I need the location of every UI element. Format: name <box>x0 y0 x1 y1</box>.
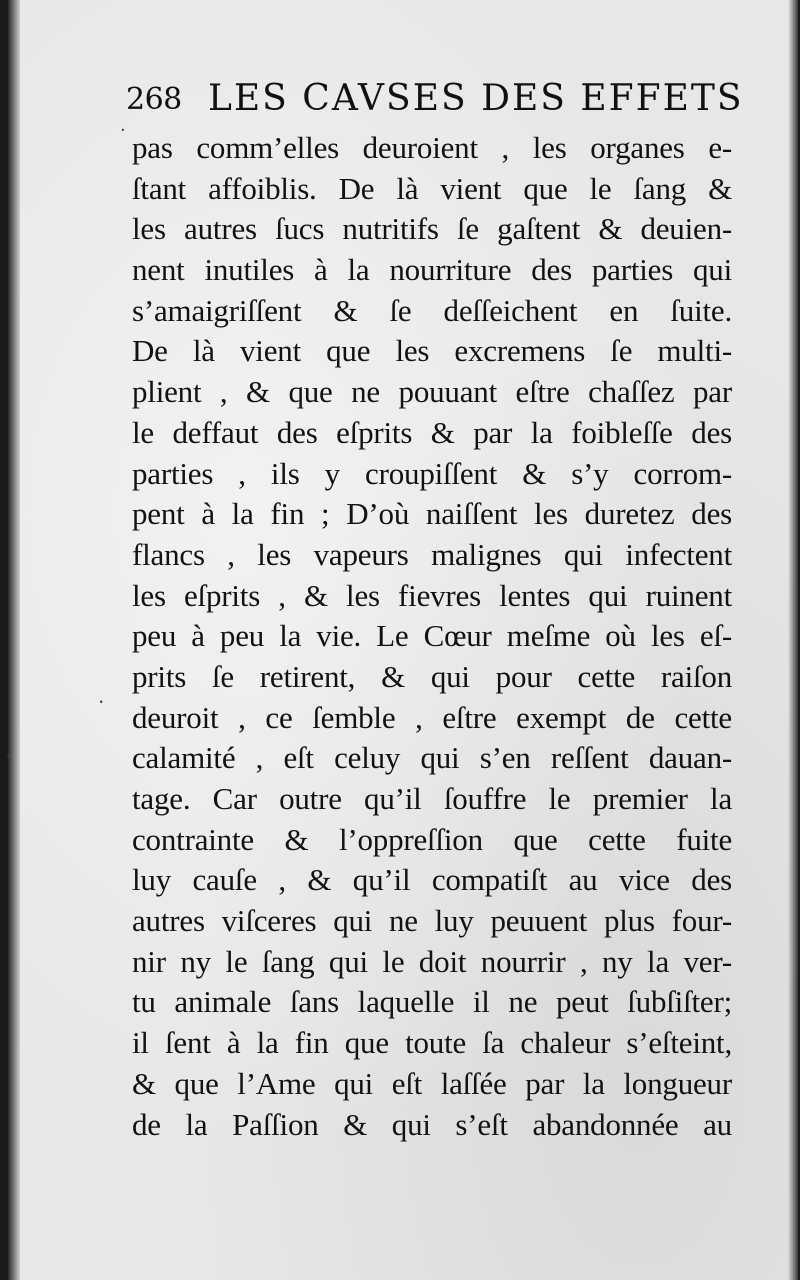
book-page <box>8 0 798 1280</box>
ink-speck: · <box>98 690 105 714</box>
text-line: De là vient que les excremens ſe multi- <box>132 333 732 369</box>
text-line: prits ſe retirent, & qui pour cette raiſon <box>132 658 732 694</box>
body-text <box>132 128 732 1145</box>
ink-speck: ‹ <box>6 745 13 764</box>
text-line: ſtant affoiblis. De là vient que le ſang & <box>132 170 732 206</box>
text-line: luy cauſe , & qu’il compatiſt au vice des <box>132 862 732 898</box>
text-line: plient , & que ne pouuant eſtre chaſſez par <box>132 374 732 410</box>
text-line: les eſprits , & les fievres lentes qui ruinent <box>132 577 732 613</box>
text-line: les autres ſucs nutritifs ſe gaſtent & deuien- <box>132 211 732 247</box>
text-line: s’amaigriſſent & ſe deſſeichent en ſuite. <box>132 292 732 328</box>
text-line: tage. Car outre qu’il ſouffre le premier la <box>132 781 732 816</box>
gutter-shadow <box>8 0 20 1280</box>
text-line: il ſent à la fin que toute ſa chaleur s’eſteint, <box>132 1025 732 1061</box>
text-line: & que l’Ame qui eſt laſſée par la longueur <box>132 1065 732 1101</box>
text-line: peu à peu la vie. Le Cœur meſme où les eſ- <box>132 618 732 654</box>
text-line: nent inutiles à la nourriture des parties qui <box>132 252 732 288</box>
text-line: nir ny le ſang qui le doit nourrir , ny la ver- <box>132 943 732 979</box>
text-line: contrainte & l’oppreſſion que cette fuite <box>132 821 732 857</box>
text-line: tu animale ſans laquelle il ne peut ſubſiſter; <box>132 984 732 1020</box>
ink-speck: · <box>120 120 126 141</box>
text-line: deuroit , ce ſemble , eſtre exempt de cette <box>132 699 732 735</box>
text-line: parties , ils y croupiſſent & s’y corrom- <box>132 455 732 491</box>
page-number: 268 <box>126 82 182 117</box>
text-line: pas comm’elles deuroient , les organes e- <box>132 130 732 165</box>
text-line: calamité , eſt celuy qui s’en reſſent dauan- <box>132 740 732 776</box>
text-line: de la Paſſion & qui s’eſt abandonnée au <box>132 1106 732 1142</box>
page-header <box>126 78 744 128</box>
edge-shadow <box>788 0 798 1280</box>
text-line: le deffaut des eſprits & par la foibleſſe des <box>132 414 732 450</box>
text-line: autres viſceres qui ne luy peuuent plus four- <box>132 903 732 939</box>
running-head: LES CAVSES DES EFFETS <box>208 78 744 119</box>
text-line: flancs , les vapeurs malignes qui infectent <box>132 536 732 572</box>
text-line: pent à la fin ; D’où naiſſent les duretez des <box>132 496 732 532</box>
